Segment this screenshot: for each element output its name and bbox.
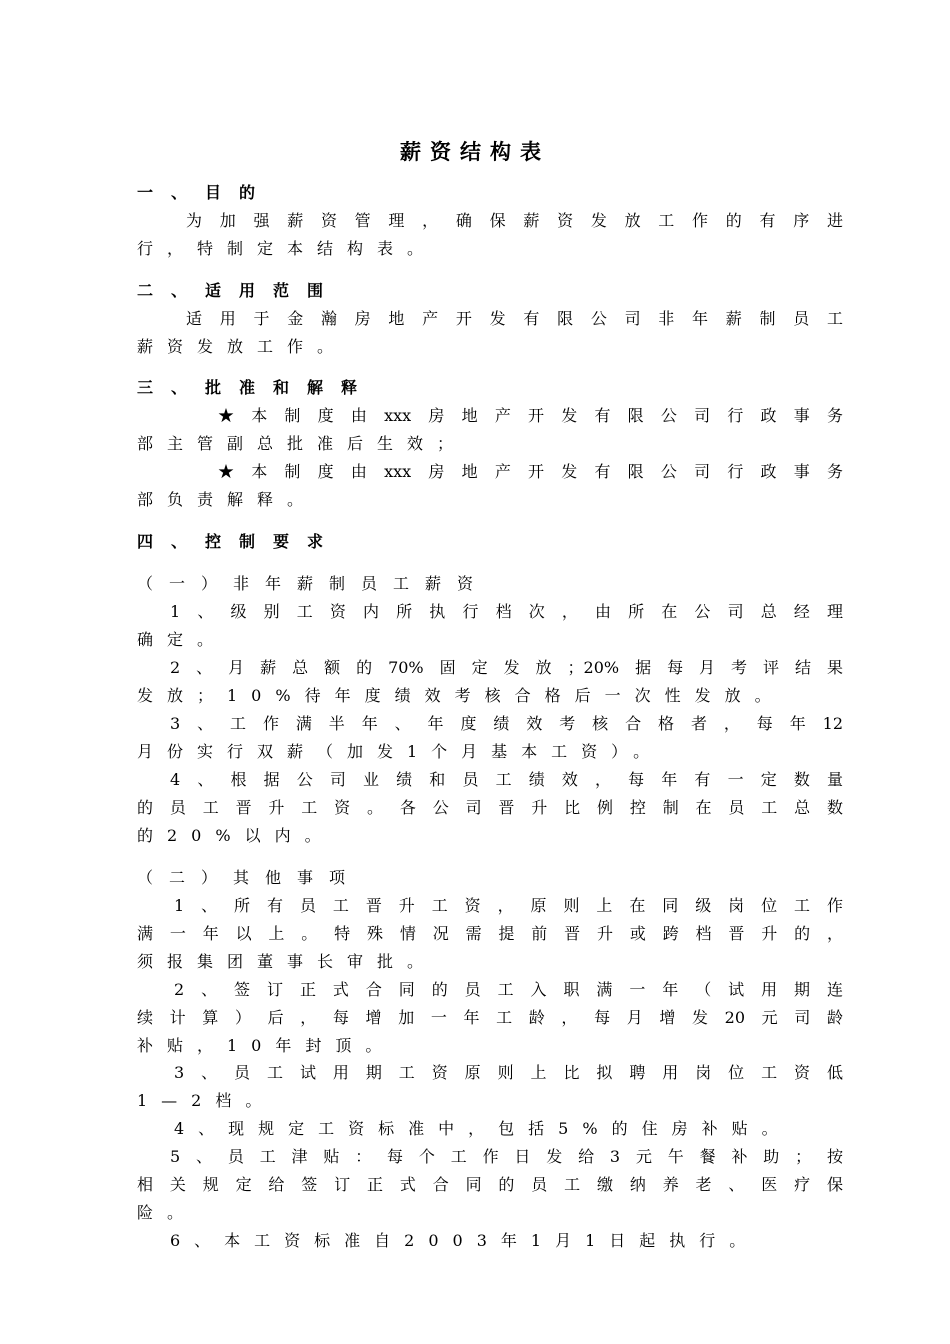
list-item-line: 确定。 bbox=[137, 630, 228, 649]
list-item-line: 3、工作满半年、年度绩效考核合格者，每年12 bbox=[170, 714, 843, 733]
paragraph-line: ★本制度由xxx房地产开发有限公司行政事务 bbox=[218, 462, 843, 481]
paragraph-line: 适用于金瀚房地产开发有限公司非年薪制员工 bbox=[186, 309, 843, 328]
list-item-line: 须报集团董事长审批。 bbox=[137, 952, 438, 971]
list-item-line: 月份实行双薪（加发1个月基本工资）。 bbox=[137, 742, 664, 761]
list-item-line: 续计算）后，每增加一年工龄，每月增发20元司龄 bbox=[137, 1008, 843, 1027]
section-heading-approval: 三、批准和解释 bbox=[137, 378, 376, 397]
paragraph-line: 薪资发放工作。 bbox=[137, 337, 348, 356]
list-item-line: 发放；10%待年度绩效考核合格后一次性发放。 bbox=[137, 686, 785, 705]
list-item-line: 险。 bbox=[137, 1203, 198, 1222]
paragraph-line: 部主管副总批准后生效； bbox=[137, 434, 468, 453]
section-heading-control: 四、控制要求 bbox=[137, 532, 342, 551]
list-item-line: 3、员工试用期工资原则上比拟聘用岗位工资低 bbox=[174, 1063, 843, 1082]
list-item-line: 满一年以上。特殊情况需提前晋升或跨档晋升的， bbox=[137, 924, 843, 943]
list-item-line: 补贴，10年封顶。 bbox=[137, 1036, 396, 1055]
paragraph-line: 行，特制定本结构表。 bbox=[137, 239, 438, 258]
section-heading-purpose: 一、目的 bbox=[137, 183, 274, 202]
list-item-line: 5、员工津贴：每个工作日发给3元午餐补助；按 bbox=[170, 1147, 843, 1166]
list-item-line: 1、级别工资内所执行档次，由所在公司总经理 bbox=[170, 602, 843, 621]
section-heading-scope: 二、适用范围 bbox=[137, 281, 342, 300]
page-title: 薪资结构表 bbox=[400, 139, 550, 164]
list-item-line: 的20%以内。 bbox=[137, 826, 335, 845]
list-item-line: 6、本工资标准自2003年1月1日起执行。 bbox=[170, 1231, 760, 1250]
list-item-line: 2、签订正式合同的员工入职满一年（试用期连 bbox=[174, 980, 843, 999]
list-item-line: 4、现规定工资标准中，包括5%的住房补贴。 bbox=[174, 1119, 792, 1138]
paragraph-line: 为加强薪资管理，确保薪资发放工作的有序进 bbox=[186, 211, 843, 230]
list-item-line: 1、所有员工晋升工资，原则上在同级岗位工作 bbox=[174, 896, 843, 915]
paragraph-line: ★本制度由xxx房地产开发有限公司行政事务 bbox=[218, 406, 843, 425]
list-item-line: 4、根据公司业绩和员工绩效，每年有一定数量 bbox=[170, 770, 843, 789]
list-item-line: 2、月薪总额的70%固定发放；20%据每月考评结果 bbox=[170, 658, 843, 677]
list-item-line: 1—2档。 bbox=[137, 1091, 276, 1110]
list-item-line: 的员工晋升工资。各公司晋升比例控制在员工总数 bbox=[137, 798, 843, 817]
list-item-line: 相关规定给签订正式合同的员工缴纳养老、医疗保 bbox=[137, 1175, 843, 1194]
paragraph-line: 部负责解释。 bbox=[137, 490, 318, 509]
subsection-heading: （一）非年薪制员工薪资 bbox=[137, 574, 490, 593]
subsection-heading: （二）其他事项 bbox=[137, 868, 362, 887]
